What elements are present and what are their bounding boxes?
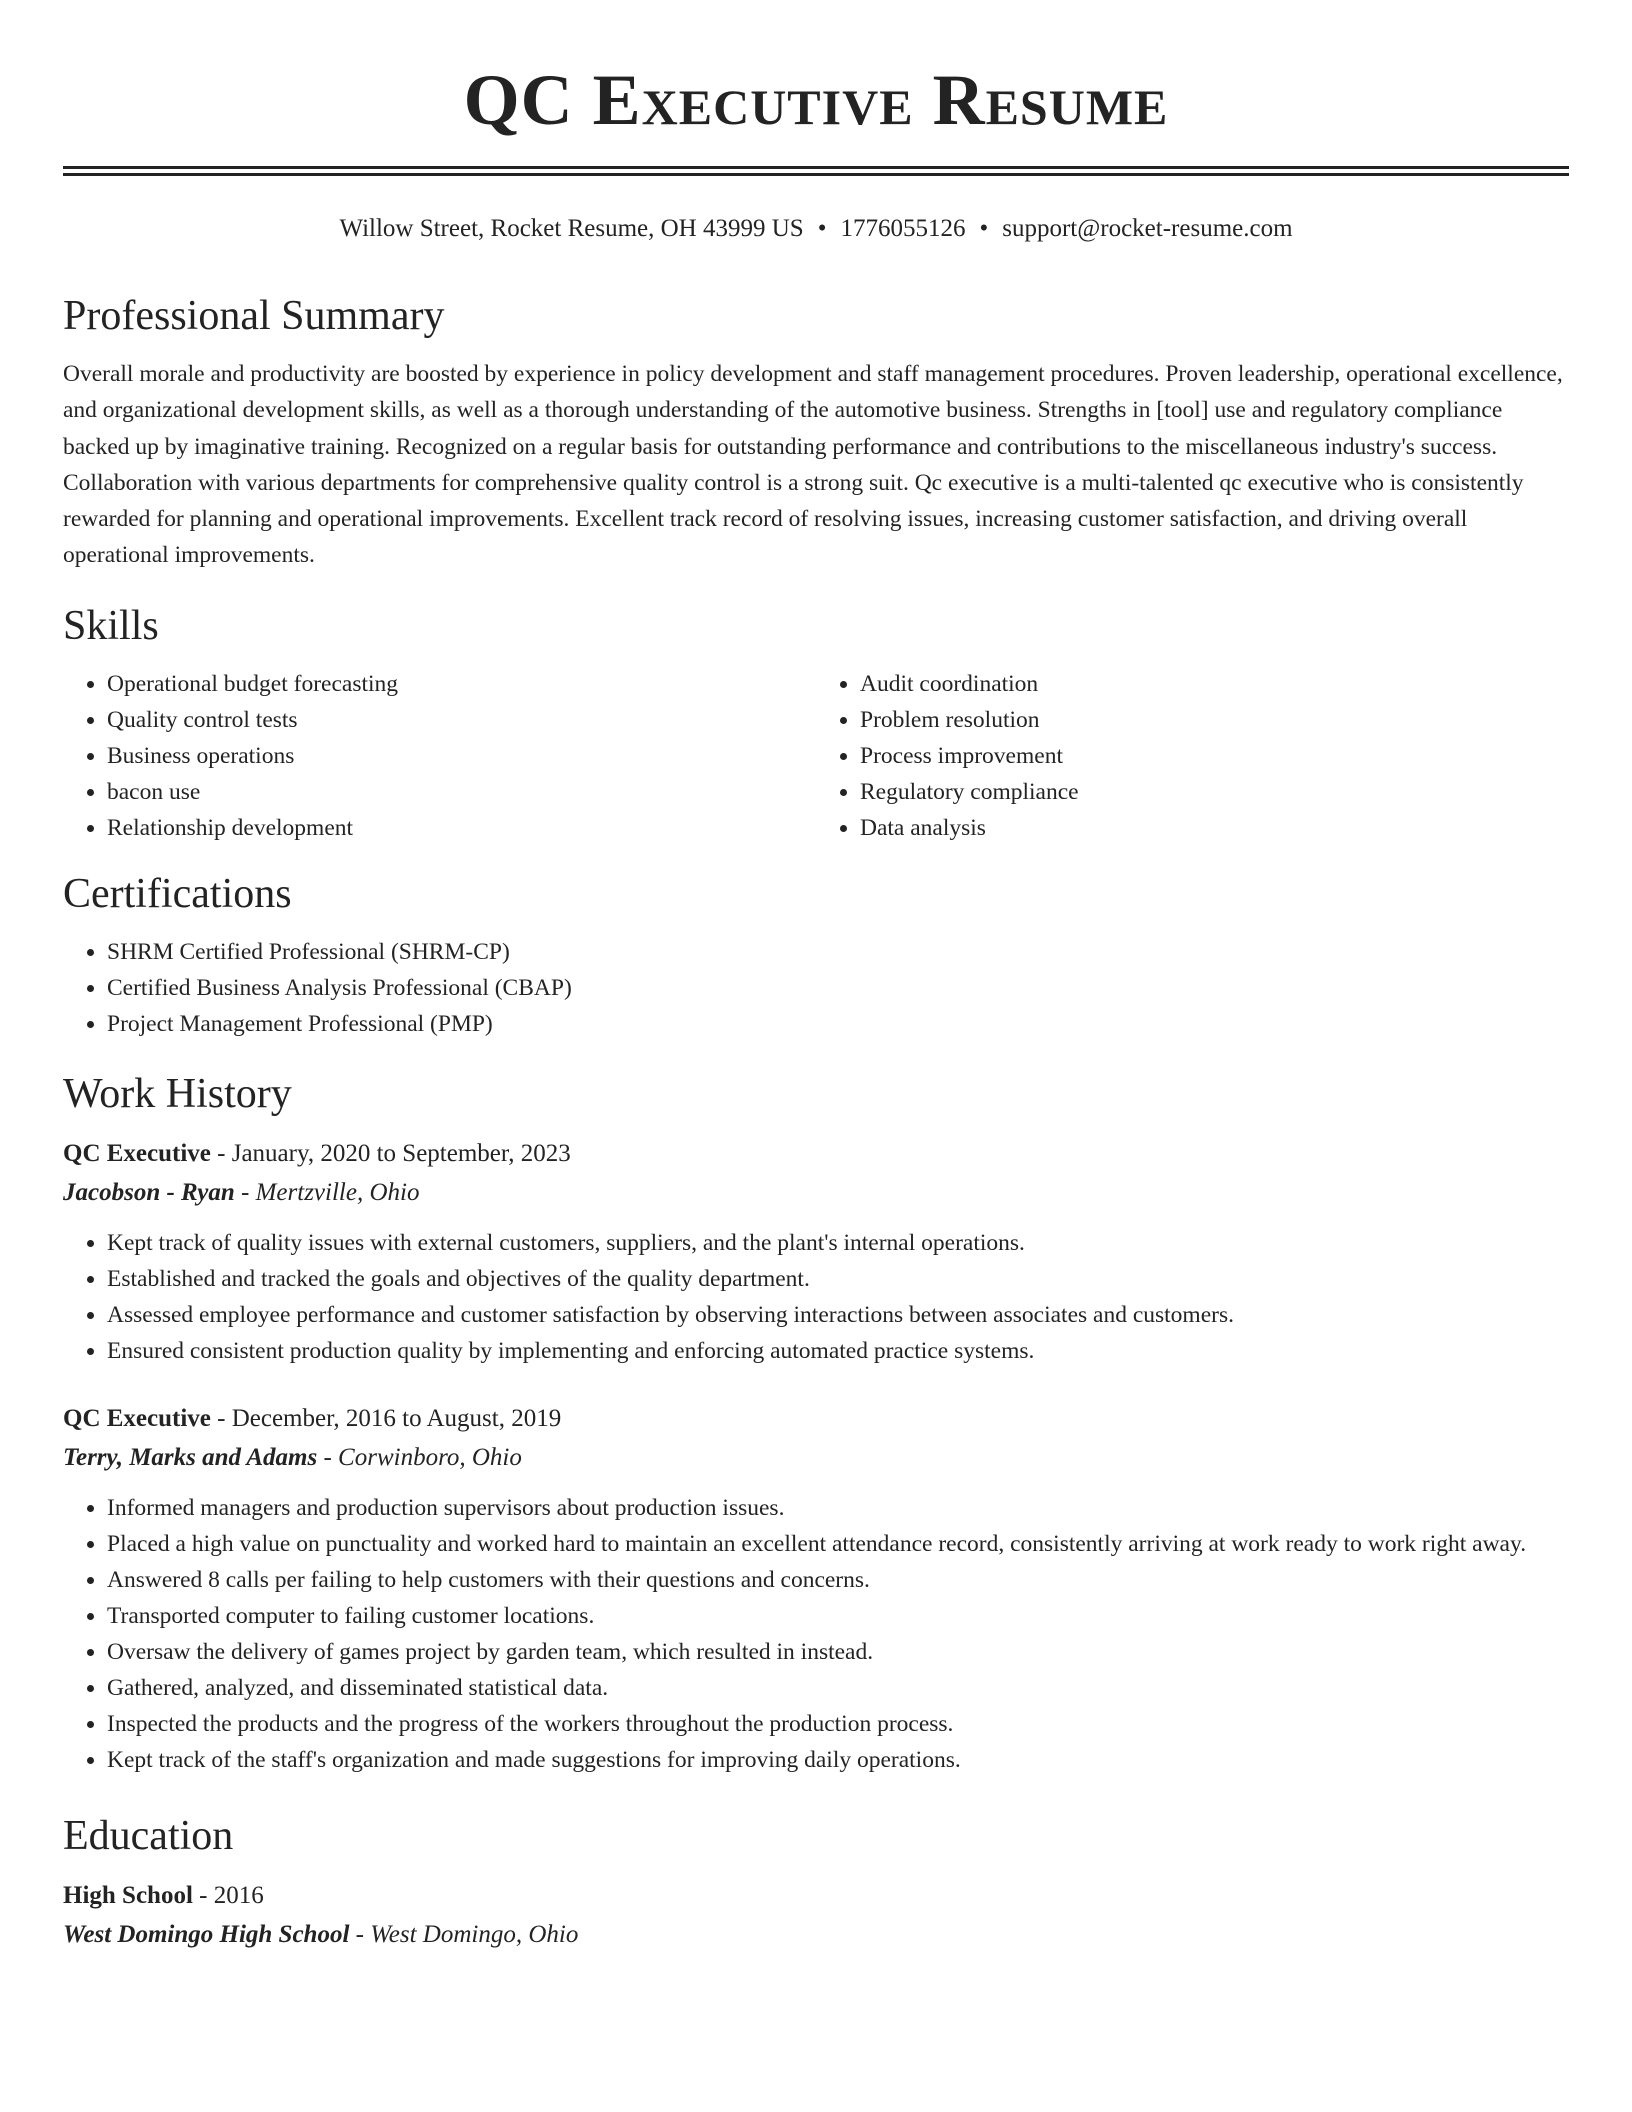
skill-item: • Audit coordination	[860, 666, 1569, 702]
education-school-line	[63, 1915, 1569, 1955]
skills-heading: Skills	[63, 602, 159, 649]
job-location: - Corwinboro, Ohio	[317, 1443, 522, 1471]
skills-section	[63, 598, 1569, 846]
job-bullet: • Oversaw the delivery of games project by garden team, which resulted in instead.	[107, 1634, 1569, 1670]
contact-phone: 1776055126	[840, 215, 966, 242]
job-bullet: • Answered 8 calls per failing to help customers with their questions and concerns.	[107, 1562, 1569, 1598]
job-bullet: • Placed a high value on punctuality and worked hard to maintain an excellent attendance record, consistently arriving at work ready to work right away.	[107, 1526, 1569, 1562]
resume-title: QC Executive Resume	[463, 60, 1169, 140]
job-bullet: • Kept track of quality issues with external customers, suppliers, and the plant's internal operations.	[107, 1225, 1569, 1261]
skill-item: • Operational budget forecasting	[107, 666, 816, 702]
job-title-line	[63, 1134, 1569, 1173]
education-section	[63, 1808, 1569, 1955]
education-degree-line	[63, 1876, 1569, 1915]
job-company-line	[63, 1173, 1569, 1213]
job-bullet: • Transported computer to failing customer locations.	[107, 1598, 1569, 1634]
work-history-heading: Work History	[63, 1070, 292, 1117]
certifications-list	[63, 934, 1569, 1042]
job-company: Terry, Marks and Adams	[63, 1443, 318, 1471]
job-bullets	[63, 1225, 1569, 1369]
skill-item: • bacon use	[107, 774, 816, 810]
contact-line	[63, 212, 1569, 246]
education-heading: Education	[63, 1812, 234, 1859]
job-bullet: • Gathered, analyzed, and disseminated statistical data.	[107, 1670, 1569, 1706]
job-company: Jacobson - Ryan	[63, 1178, 235, 1206]
skill-item: • Business operations	[107, 738, 816, 774]
education-degree: High School	[63, 1881, 193, 1909]
certification-item: • Project Management Professional (PMP)	[107, 1006, 1569, 1042]
skills-left-list	[63, 666, 816, 846]
skill-item: • Relationship development	[107, 810, 816, 846]
skills-right-list	[816, 666, 1569, 846]
job-bullets	[63, 1490, 1569, 1778]
education-location: - West Domingo, Ohio	[349, 1920, 579, 1948]
job-dates: - January, 2020 to September, 2023	[210, 1139, 571, 1167]
job-bullet: • Inspected the products and the progress of the workers throughout the production process.	[107, 1706, 1569, 1742]
certifications-section	[63, 866, 1569, 1042]
job-location: - Mertzville, Ohio	[234, 1178, 420, 1206]
job-entry	[63, 1399, 1569, 1778]
job-entry	[63, 1134, 1569, 1369]
summary-text: Overall morale and productivity are boosted by experience in policy development and staff management procedures. Proven leadership, operational excellence, and organizational development skills, as well as a thorough understanding of the automotive business. Strengths in [tool] use and regulatory compliance backed up by imaginative training. Recognized on a regular basis for outstanding performance and contributions to the miscellaneous industry's success. Collaboration with various departments for comprehensive quality control is a strong suit. Qc executive is a multi-talented qc executive who is consistently rewarded for planning and operational improvements. Excellent track record of resolving issues, increasing customer satisfaction, and driving overall operational improvements.	[63, 361, 1563, 569]
job-bullet: • Established and tracked the goals and objectives of the quality department.	[107, 1261, 1569, 1297]
contact-email: support@rocket-resume.com	[1002, 215, 1293, 242]
job-title: QC Executive	[63, 1404, 211, 1432]
job-title: QC Executive	[63, 1139, 211, 1167]
summary-section	[63, 288, 1569, 574]
skill-item: • Quality control tests	[107, 702, 816, 738]
title-divider	[63, 166, 1569, 176]
certification-item: • Certified Business Analysis Professional (CBAP)	[107, 970, 1569, 1006]
skill-item: • Data analysis	[860, 810, 1569, 846]
skill-item: • Regulatory compliance	[860, 774, 1569, 810]
skill-item: • Problem resolution	[860, 702, 1569, 738]
education-year: - 2016	[192, 1881, 264, 1909]
certification-item: • SHRM Certified Professional (SHRM-CP)	[107, 934, 1569, 970]
certifications-heading: Certifications	[63, 870, 292, 917]
resume-body	[63, 288, 1569, 1967]
job-company-line	[63, 1438, 1569, 1478]
summary-heading: Professional Summary	[63, 293, 445, 339]
contact-separator: •	[979, 215, 989, 242]
work-history-section	[63, 1066, 1569, 1778]
job-bullet: • Assessed employee performance and customer satisfaction by observing interactions between associates and customers.	[107, 1297, 1569, 1333]
contact-separator: •	[817, 215, 827, 242]
job-dates: - December, 2016 to August, 2019	[210, 1404, 562, 1432]
skill-item: • Process improvement	[860, 738, 1569, 774]
job-bullet: • Informed managers and production supervisors about production issues.	[107, 1490, 1569, 1526]
job-bullet: • Ensured consistent production quality by implementing and enforcing automated practice systems.	[107, 1333, 1569, 1369]
job-bullet: • Kept track of the staff's organization and made suggestions for improving daily operations.	[107, 1742, 1569, 1778]
education-school: West Domingo High School	[63, 1920, 350, 1948]
job-title-line	[63, 1399, 1569, 1438]
contact-address: Willow Street, Rocket Resume, OH 43999 US	[339, 215, 804, 242]
skills-columns	[63, 666, 1569, 846]
